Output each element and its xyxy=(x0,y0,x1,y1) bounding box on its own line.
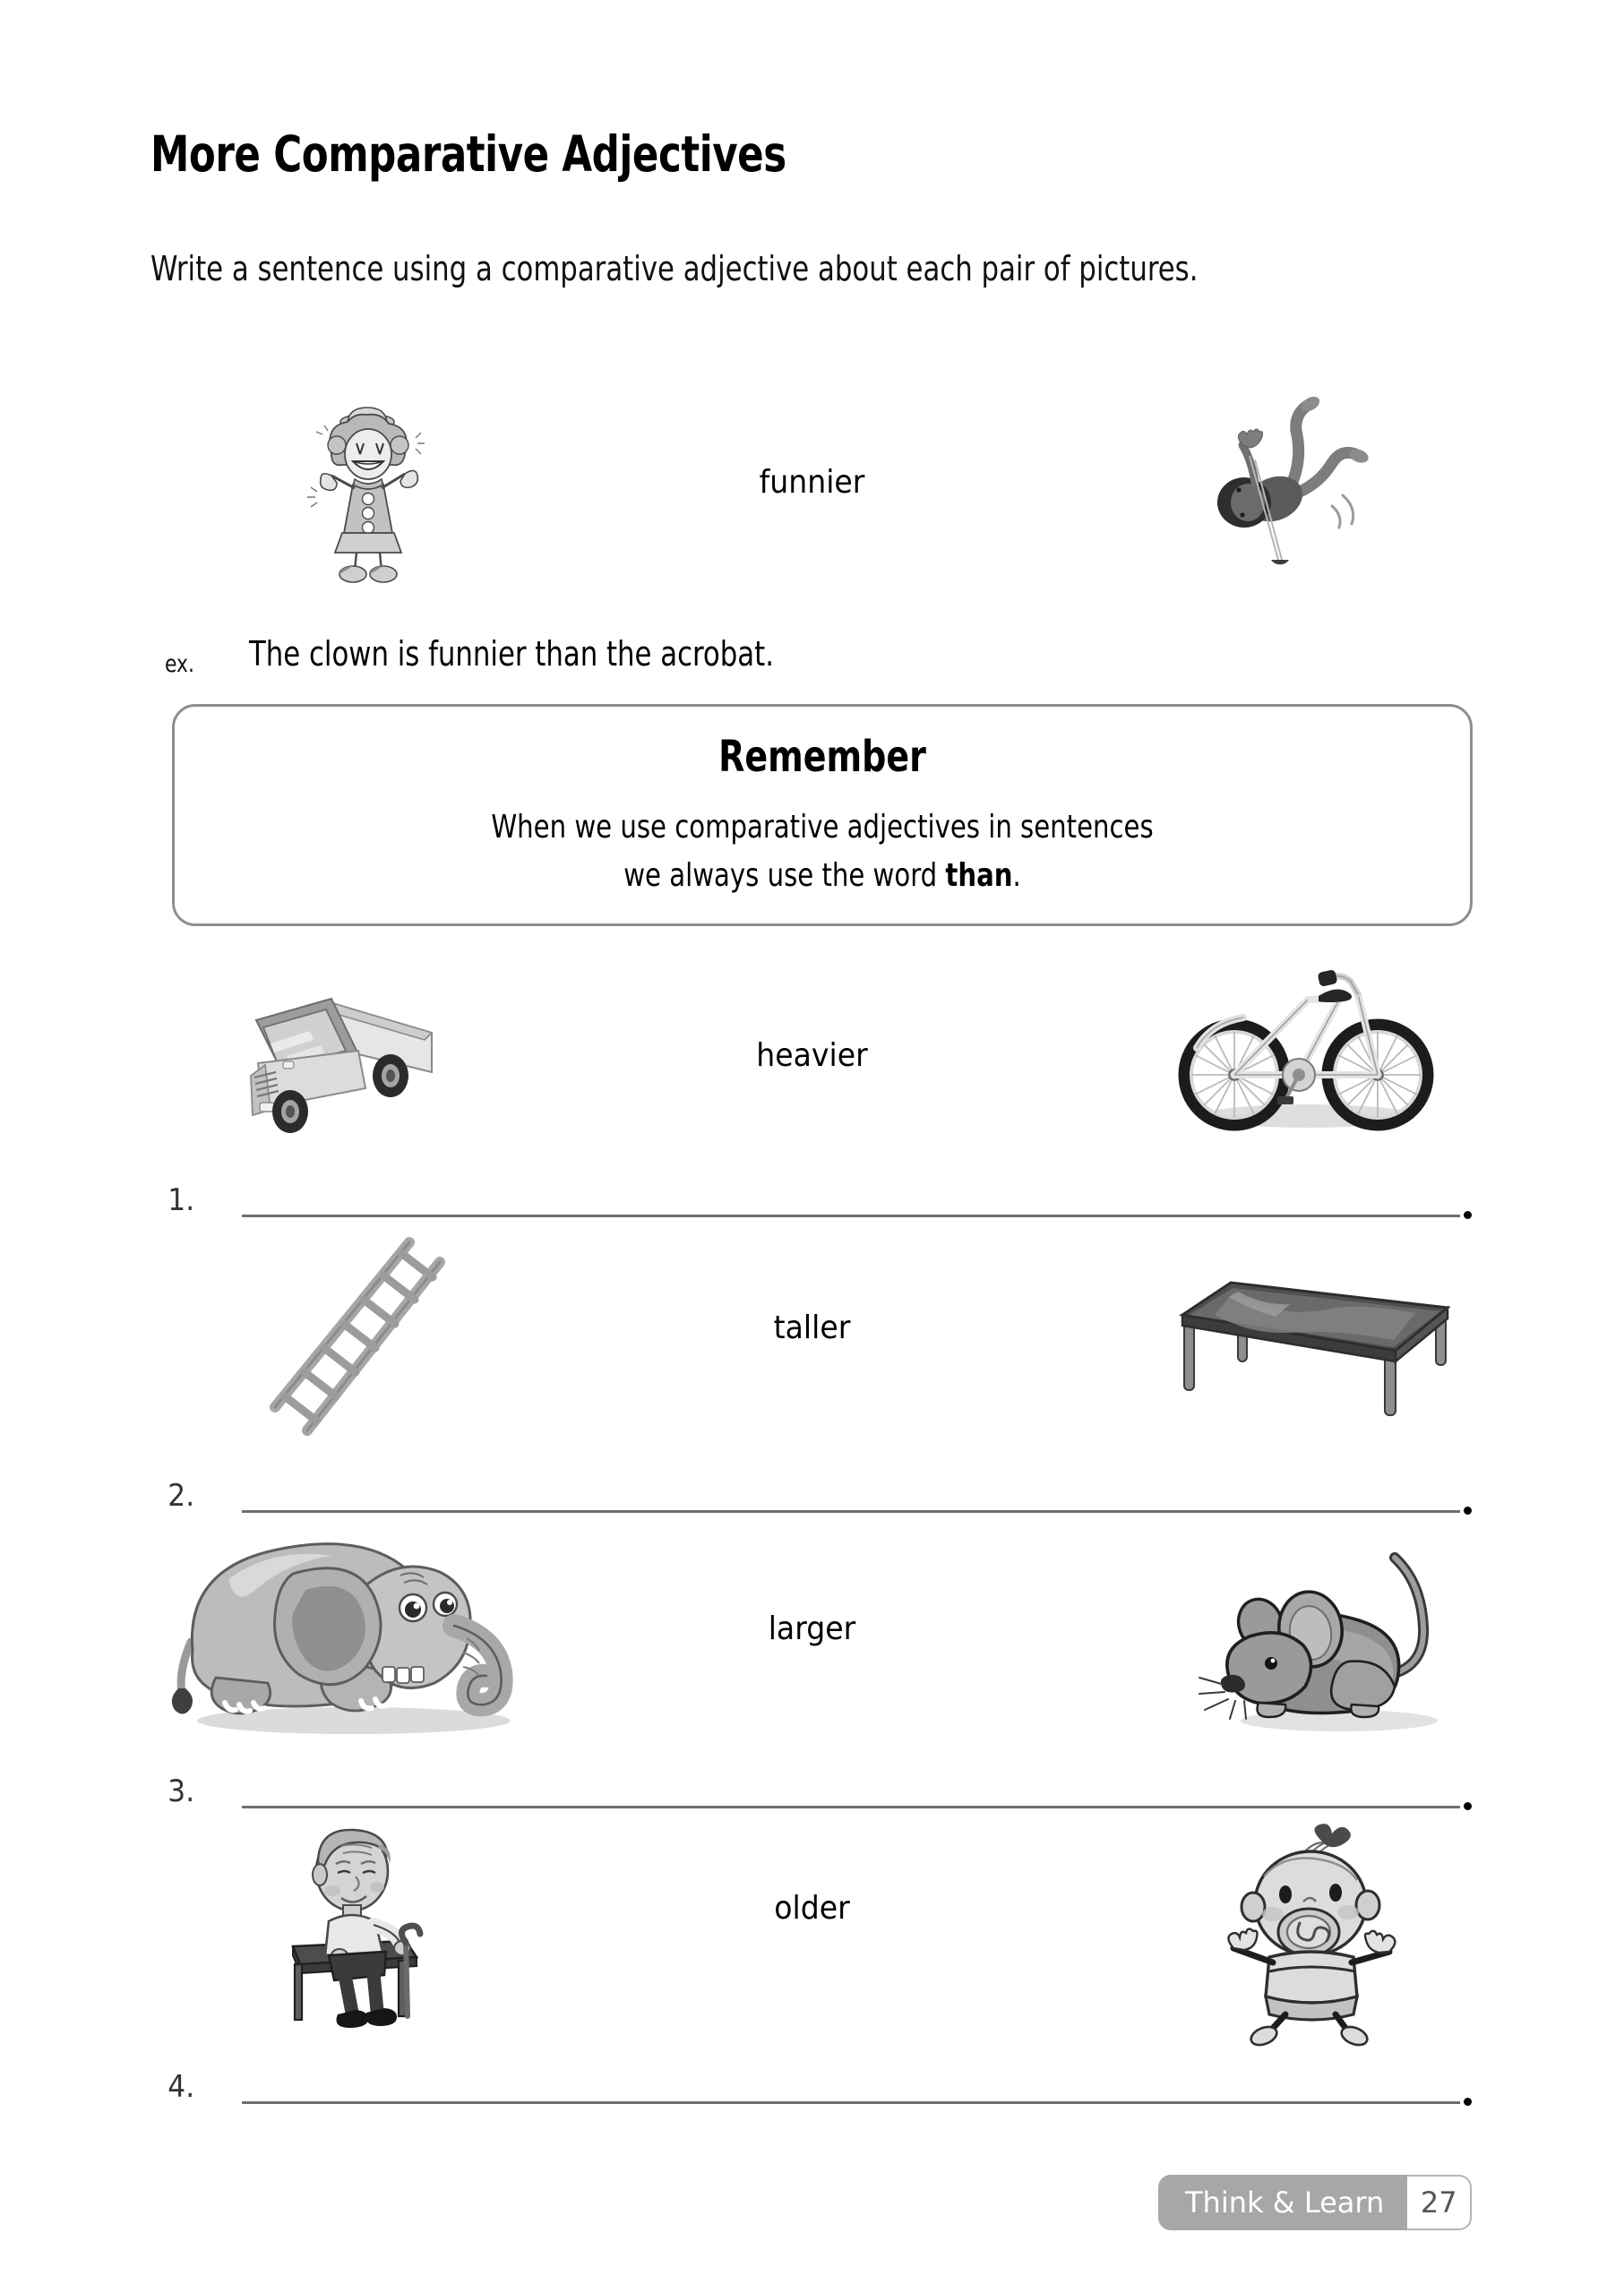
answer-row-1 xyxy=(0,1181,1624,1234)
footer-brand: Think & Learn xyxy=(1158,2175,1407,2230)
answer-period-2 xyxy=(1464,1507,1472,1515)
answer-row-2 xyxy=(0,1476,1624,1530)
answer-line-4[interactable] xyxy=(242,2101,1460,2104)
acrobat-illustration xyxy=(1191,385,1397,582)
remember-box xyxy=(172,704,1473,926)
bicycle-illustration xyxy=(1164,940,1451,1138)
example-adjective: funnier xyxy=(759,464,865,501)
answer-line-1[interactable] xyxy=(242,1215,1460,1217)
answer-number-3: 3. xyxy=(168,1773,195,1809)
example-sentence: The clown is funnier than the acrobat. xyxy=(249,634,774,674)
exercise-1-adjective: heavier xyxy=(756,1037,868,1074)
instructions-text: Write a sentence using a comparative adjective about each pair of pictures. xyxy=(150,249,1199,288)
answer-line-3[interactable] xyxy=(242,1806,1460,1808)
remember-title: Remember xyxy=(718,732,926,782)
remember-line-2 xyxy=(239,857,1405,894)
answer-row-4 xyxy=(0,2067,1624,2121)
baby-illustration xyxy=(1209,1818,1424,2042)
page-title: More Comparative Adjectives xyxy=(150,125,786,183)
footer xyxy=(1158,2175,1472,2230)
exercise-4-adjective: older xyxy=(774,1890,850,1927)
answer-period-1 xyxy=(1464,1211,1472,1219)
answer-period-3 xyxy=(1464,1802,1472,1810)
answer-line-2[interactable] xyxy=(242,1510,1460,1513)
answer-number-1: 1. xyxy=(168,1182,195,1218)
table-illustration xyxy=(1164,1263,1451,1415)
answer-row-3 xyxy=(0,1772,1624,1825)
exercise-3-adjective: larger xyxy=(768,1610,856,1647)
old-man-illustration xyxy=(269,1818,475,2042)
remember-keyword-than: than xyxy=(945,857,1013,894)
example-label: ex. xyxy=(165,650,194,678)
remember-line-2-suffix: . xyxy=(1012,857,1021,894)
answer-number-4: 4. xyxy=(168,2069,195,2105)
remember-line-2-prefix: we always use the word xyxy=(623,857,946,894)
exercise-2-adjective: taller xyxy=(773,1310,851,1346)
mouse-illustration xyxy=(1200,1523,1469,1738)
page-number: 27 xyxy=(1407,2175,1472,2230)
answer-period-4 xyxy=(1464,2098,1472,2106)
answer-number-2: 2. xyxy=(168,1478,195,1514)
remember-line-1: When we use comparative adjectives in sentences xyxy=(491,809,1154,846)
